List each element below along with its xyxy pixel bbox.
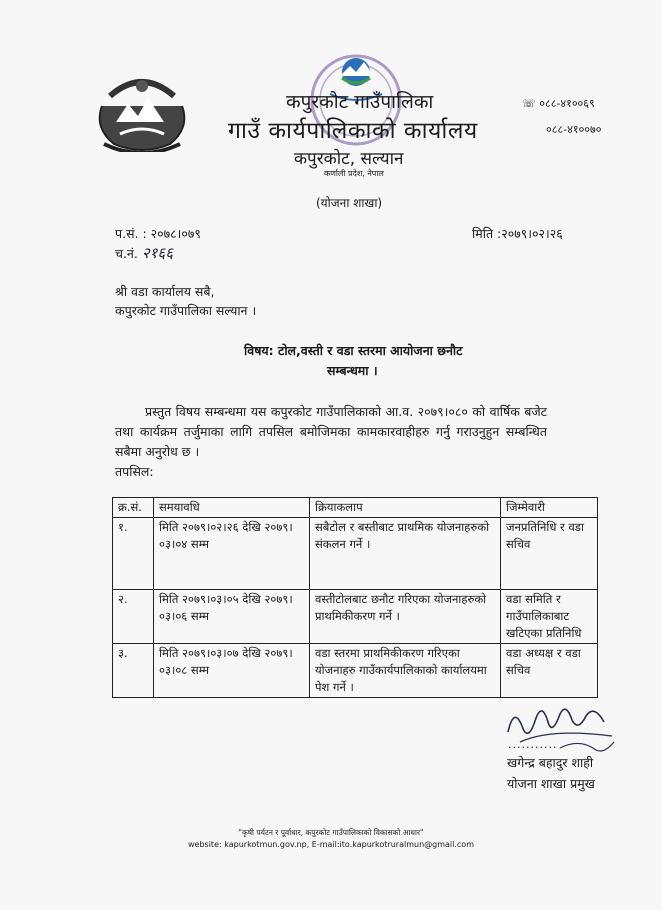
row-period: मिति २०७९।०३।०५ देखि २०७९।०३।०६ सम्म [154,590,310,644]
recipient-line2: कपुरकोट गाउँपालिका सल्यान । [115,303,257,318]
subject-line2: सम्बन्धमा । [327,363,378,378]
row-responsibility: जनप्रतिनिधि र वडा सचिव [501,518,598,590]
reference-label: च.नं. [115,246,138,261]
row-sn: ३. [113,644,154,698]
reference-number [115,243,173,263]
office-address: कपुरकोट, सल्यान [294,149,404,169]
schedule-table [112,497,598,698]
header-sn: क्र.सं. [113,498,154,518]
phone-number-2: ०८८-४१००७० [546,123,602,136]
footer-contact: website: kapurkotmun.gov.np, E-mail:ito.kapurkotruralmun@gmail.com [188,840,474,849]
footer-slogan: "कृषी पर्यटन र पूर्वाधार, कपुरकोट गाउँपालिकाको विकासको आधार" [238,828,424,837]
signatory-title: योजना शाखा प्रमुख [507,776,595,791]
branch-label: (योजना शाखा) [316,196,383,210]
signature-dots: ........... [508,738,558,751]
header-activity: क्रियाकलाप [310,498,501,518]
header-period: समयावधि [154,498,310,518]
row-sn: २. [113,590,154,644]
office-name-line1: कपुरकोट गाउँपालिका [286,91,434,113]
recipient-line1: श्री वडा कार्यालय सबै, [115,284,215,299]
reference-value: २१६६ [141,244,174,262]
header-responsibility: जिम्मेवारी [501,498,598,518]
signature-icon [500,692,620,762]
subject-line1: विषय: टोल,वस्ती र वडा स्तरमा आयोजना छनौट [244,343,463,358]
signatory-name: खगेन्द्र बहादुर शाही [507,755,594,770]
schedule-label: तपसिल: [115,464,154,479]
letter-date: मिति :२०७९।०२।२६ [472,226,563,241]
row-period: मिति २०७९।०३।०७ देखि २०७९।०३।०८ सम्म [154,644,310,698]
row-responsibility: वडा अध्यक्ष र वडा सचिव [501,644,598,698]
phone-number-1: ☏ ०८८-४१००६९ [522,97,595,110]
table-row [113,590,598,644]
office-province: कर्णाली प्रदेश, नेपाल [324,169,384,178]
office-name-line2: गाउँ कार्यपालिकाको कार्यालय [228,118,478,144]
row-activity: सबैटोल र बस्तीबाट प्राथमिक योजनाहरुको संकलन गर्ने । [310,518,501,590]
row-activity: वस्तीटोलबाट छनौट गरिएका योजनाहरुको प्राथमिकीकरण गर्ने । [310,590,501,644]
row-responsibility: वडा समिति र गाउँपालिकाबाट खटिएका प्रतिनिधि [501,590,598,644]
table-row [113,644,598,698]
letter-number: प.सं. : २०७८।०७९ [115,226,201,241]
table-row [113,518,598,590]
row-activity: वडा स्तरमा प्राथमिकीकरण गरिएका योजनाहरु गाउँकार्यपालिकाको कार्यालयमा पेश गर्ने । [310,644,501,698]
row-sn: १. [113,518,154,590]
nepal-emblem-icon [90,66,194,152]
body-paragraph: प्रस्तुत विषय सम्बन्धमा यस कपुरकोट गाउँपालिकाको आ.व. २०७९।०८० को वार्षिक बजेट तथा कार्यक्रम तर्जुमाका लागि तपसिल बमोजिमका कामकारवाहीहरु गर्नु गराउनुहुन सम्बन्धित सबैमा अनुरोध छ । [115,404,547,459]
table-header-row [113,498,598,518]
row-period: मिति २०७९।०२।२६ देखि २०७९।०३।०४ सम्म [154,518,310,590]
